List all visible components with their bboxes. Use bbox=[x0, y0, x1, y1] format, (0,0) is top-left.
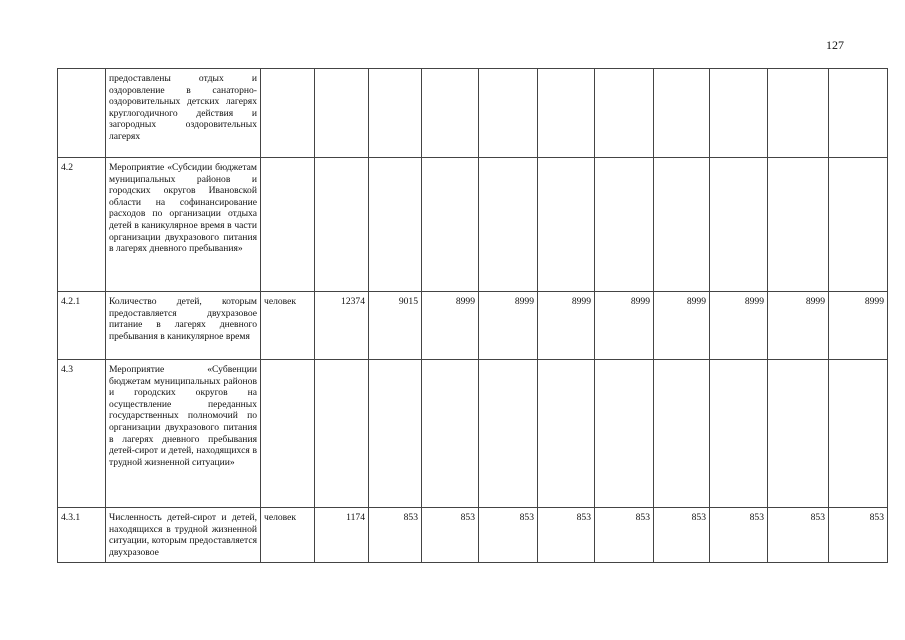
description-cell: Численность детей-сирот и детей, находящихся в трудной жизненной ситуации, которым предоставляется двухразовое bbox=[106, 508, 261, 563]
value-cell bbox=[654, 360, 710, 508]
value-cell: 853 bbox=[369, 508, 422, 563]
value-cell: 8999 bbox=[538, 292, 595, 360]
value-cell: 853 bbox=[710, 508, 768, 563]
description-cell: предоставлены отдых и оздоровление в санаторно-оздоровительных детских лагерях круглогодичного действия и загородных оздоровительных лагерях bbox=[106, 69, 261, 158]
value-cell: 8999 bbox=[710, 292, 768, 360]
row-number-cell: 4.3.1 bbox=[58, 508, 106, 563]
table-row bbox=[58, 69, 888, 158]
value-cell bbox=[595, 360, 654, 508]
description-cell: Мероприятие «Субвенции бюджетам муниципальных районов и городских округов на осуществление переданных государственных полномочий по организации двухразового питания в лагерях дневного пребывания детей-сирот и детей, находящихся в трудной жизненной ситуации» bbox=[106, 360, 261, 508]
value-cell: 12374 bbox=[315, 292, 369, 360]
value-cell bbox=[422, 69, 479, 158]
value-cell bbox=[538, 158, 595, 292]
value-cell bbox=[422, 158, 479, 292]
value-cell: 8999 bbox=[595, 292, 654, 360]
value-cell bbox=[768, 360, 829, 508]
value-cell: 9015 bbox=[369, 292, 422, 360]
table-body bbox=[58, 69, 888, 563]
value-cell: 853 bbox=[829, 508, 888, 563]
unit-cell bbox=[261, 360, 315, 508]
table-row bbox=[58, 360, 888, 508]
value-cell: 8999 bbox=[422, 292, 479, 360]
indicators-table bbox=[57, 68, 888, 563]
value-cell bbox=[768, 158, 829, 292]
unit-cell: человек bbox=[261, 508, 315, 563]
unit-cell: человек bbox=[261, 292, 315, 360]
unit-cell bbox=[261, 69, 315, 158]
value-cell: 8999 bbox=[479, 292, 538, 360]
value-cell bbox=[315, 69, 369, 158]
value-cell: 853 bbox=[654, 508, 710, 563]
value-cell: 853 bbox=[479, 508, 538, 563]
table-row bbox=[58, 158, 888, 292]
value-cell bbox=[710, 158, 768, 292]
value-cell bbox=[479, 360, 538, 508]
value-cell bbox=[829, 360, 888, 508]
table-row bbox=[58, 508, 888, 563]
value-cell: 1174 bbox=[315, 508, 369, 563]
row-number-cell: 4.2 bbox=[58, 158, 106, 292]
row-number-cell: 4.3 bbox=[58, 360, 106, 508]
value-cell: 853 bbox=[538, 508, 595, 563]
row-number-cell bbox=[58, 69, 106, 158]
value-cell bbox=[710, 69, 768, 158]
value-cell bbox=[595, 69, 654, 158]
value-cell bbox=[710, 360, 768, 508]
value-cell bbox=[422, 360, 479, 508]
value-cell bbox=[315, 360, 369, 508]
value-cell bbox=[369, 360, 422, 508]
value-cell bbox=[315, 158, 369, 292]
value-cell bbox=[479, 158, 538, 292]
value-cell bbox=[829, 69, 888, 158]
value-cell: 8999 bbox=[654, 292, 710, 360]
value-cell: 8999 bbox=[829, 292, 888, 360]
value-cell bbox=[595, 158, 654, 292]
description-cell: Мероприятие «Субсидии бюджетам муниципальных районов и городских округов Ивановской области на софинансирование расходов по организации отдыха детей в каникулярное время в части организации двухразового питания в лагерях дневного пребывания» bbox=[106, 158, 261, 292]
table-row bbox=[58, 292, 888, 360]
value-cell bbox=[369, 69, 422, 158]
value-cell bbox=[768, 69, 829, 158]
value-cell bbox=[654, 158, 710, 292]
unit-cell bbox=[261, 158, 315, 292]
value-cell bbox=[479, 69, 538, 158]
value-cell bbox=[369, 158, 422, 292]
page-number: 127 bbox=[826, 38, 844, 52]
row-number-cell: 4.2.1 bbox=[58, 292, 106, 360]
value-cell bbox=[829, 158, 888, 292]
value-cell: 8999 bbox=[768, 292, 829, 360]
value-cell bbox=[538, 69, 595, 158]
value-cell: 853 bbox=[768, 508, 829, 563]
value-cell: 853 bbox=[422, 508, 479, 563]
value-cell: 853 bbox=[595, 508, 654, 563]
description-cell: Количество детей, которым предоставляется двухразовое питание в лагерях дневного пребывания в каникулярное время bbox=[106, 292, 261, 360]
value-cell bbox=[538, 360, 595, 508]
value-cell bbox=[654, 69, 710, 158]
